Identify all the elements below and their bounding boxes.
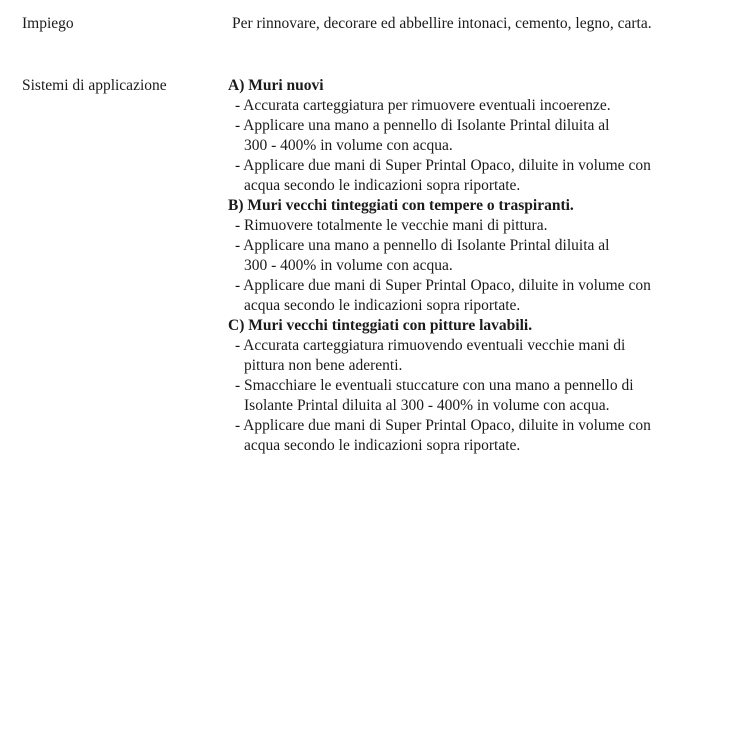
field-label-impiego: Impiego [22,15,74,32]
list-item: - Applicare due mani di Super Printal Opaco, diluite in volume con [235,157,651,174]
field-row-sistemi-di-applicazione [22,76,721,456]
list-item: - Applicare due mani di Super Printal Opaco, diluite in volume con [235,417,651,434]
list-item: - Rimuovere totalmente le vecchie mani di pittura. [235,217,548,234]
list-item: - Applicare due mani di Super Printal Opaco, diluite in volume con [235,277,651,294]
list-item: - Accurata carteggiatura per rimuovere eventuali incoerenze. [235,97,611,114]
list-item: - Smacchiare le eventuali stuccature con una mano a pennello di [235,377,634,394]
list-item-continuation: pittura non bene aderenti. [244,357,403,374]
section-header: C) Muri vecchi tinteggiati con pitture lavabili. [228,317,533,334]
list-item-continuation: 300 - 400% in volume con acqua. [244,257,453,274]
list-item: - Applicare una mano a pennello di Isolante Printal diluita al [235,117,610,134]
list-item-continuation: acqua secondo le indicazioni sopra riportate. [244,297,521,314]
list-item-continuation: 300 - 400% in volume con acqua. [244,137,453,154]
list-item-continuation: acqua secondo le indicazioni sopra riportate. [244,437,521,454]
field-row-impiego [22,14,721,34]
field-label-sistemi-di-applicazione: Sistemi di applicazione [22,77,167,94]
list-item: - Accurata carteggiatura rimuovendo eventuali vecchie mani di [235,337,626,354]
list-item-continuation: acqua secondo le indicazioni sopra riportate. [244,177,521,194]
section-header: B) Muri vecchi tinteggiati con tempere o traspiranti. [228,197,574,214]
application-systems-text [228,76,721,456]
impiego-text: Per rinnovare, decorare ed abbellire intonaci, cemento, legno, carta. [232,15,652,32]
list-item-continuation: Isolante Printal diluita al 300 - 400% in volume con acqua. [244,397,610,414]
list-item: - Applicare una mano a pennello di Isolante Printal diluita al [235,237,610,254]
field-content-impiego [228,14,721,34]
section-header: A) Muri nuovi [228,77,324,94]
